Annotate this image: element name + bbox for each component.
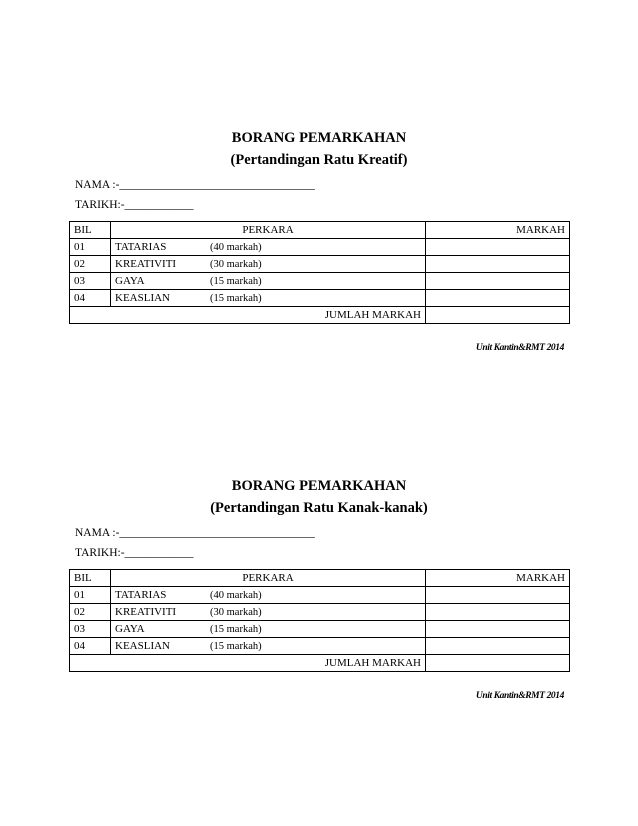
tarikh-field[interactable]: TARIKH:-____________: [75, 547, 194, 559]
form-subtitle: (Pertandingan Ratu Kreatif): [230, 152, 408, 168]
item-name: KREATIVITI: [115, 605, 177, 618]
header-markah: MARKAH: [426, 570, 570, 587]
item-name: GAYA: [115, 622, 145, 635]
item-marks: (30 markah): [210, 258, 262, 270]
item-name: KEASLIAN: [115, 639, 170, 652]
item-name: GAYA: [115, 274, 145, 287]
row-bil: 02: [70, 604, 111, 621]
row-bil: 03: [70, 273, 111, 290]
table-row: [70, 621, 570, 638]
item-marks: (40 markah): [210, 589, 262, 601]
row-perkara: [111, 604, 426, 621]
jumlah-value-cell[interactable]: [426, 655, 570, 672]
form-subtitle: (Pertandingan Ratu Kanak-kanak): [210, 500, 428, 516]
markah-cell[interactable]: [426, 587, 570, 604]
table-row: [70, 239, 570, 256]
nama-field[interactable]: NAMA :-__________________________________: [75, 179, 315, 191]
header-bil: BIL: [70, 222, 111, 239]
markah-cell[interactable]: [426, 273, 570, 290]
header-perkara: PERKARA: [111, 222, 426, 239]
row-perkara: [111, 256, 426, 273]
form-title: BORANG PEMARKAHAN: [231, 130, 407, 146]
total-row: [70, 655, 570, 672]
markah-cell[interactable]: [426, 239, 570, 256]
item-name: TATARIAS: [115, 240, 167, 253]
table-row: [70, 290, 570, 307]
markah-cell[interactable]: [426, 290, 570, 307]
item-marks: (15 markah): [210, 640, 262, 652]
row-perkara: [111, 621, 426, 638]
row-bil: 03: [70, 621, 111, 638]
table-row: [70, 273, 570, 290]
row-bil: 01: [70, 239, 111, 256]
row-perkara: [111, 239, 426, 256]
row-bil: 04: [70, 638, 111, 655]
total-row: [70, 307, 570, 324]
nama-field[interactable]: NAMA :-__________________________________: [75, 527, 315, 539]
item-name: KEASLIAN: [115, 291, 170, 304]
row-perkara: [111, 290, 426, 307]
footer-credit: Unit Kantin&RMT 2014: [475, 343, 564, 353]
row-perkara: [111, 587, 426, 604]
markah-cell[interactable]: [426, 621, 570, 638]
item-name: TATARIAS: [115, 588, 167, 601]
table-header-row: [70, 570, 570, 587]
markah-cell[interactable]: [426, 256, 570, 273]
item-name: KREATIVITI: [115, 257, 177, 270]
table-header-row: [70, 222, 570, 239]
footer-credit: Unit Kantin&RMT 2014: [475, 691, 564, 701]
table-row: [70, 638, 570, 655]
tarikh-field[interactable]: TARIKH:-____________: [75, 199, 194, 211]
item-marks: (40 markah): [210, 241, 262, 253]
row-perkara: [111, 638, 426, 655]
table-row: [70, 256, 570, 273]
item-marks: (15 markah): [210, 292, 262, 304]
row-perkara: [111, 273, 426, 290]
form-title: BORANG PEMARKAHAN: [231, 478, 407, 494]
row-bil: 04: [70, 290, 111, 307]
jumlah-value-cell[interactable]: [426, 307, 570, 324]
jumlah-label: JUMLAH MARKAH: [70, 655, 426, 672]
row-bil: 02: [70, 256, 111, 273]
table-row: [70, 604, 570, 621]
jumlah-label: JUMLAH MARKAH: [70, 307, 426, 324]
score-table: [69, 221, 570, 324]
markah-cell[interactable]: [426, 638, 570, 655]
item-marks: (15 markah): [210, 275, 262, 287]
score-table: [69, 569, 570, 672]
markah-cell[interactable]: [426, 604, 570, 621]
item-marks: (15 markah): [210, 623, 262, 635]
table-row: [70, 587, 570, 604]
header-bil: BIL: [70, 570, 111, 587]
item-marks: (30 markah): [210, 606, 262, 618]
row-bil: 01: [70, 587, 111, 604]
header-perkara: PERKARA: [111, 570, 426, 587]
header-markah: MARKAH: [426, 222, 570, 239]
